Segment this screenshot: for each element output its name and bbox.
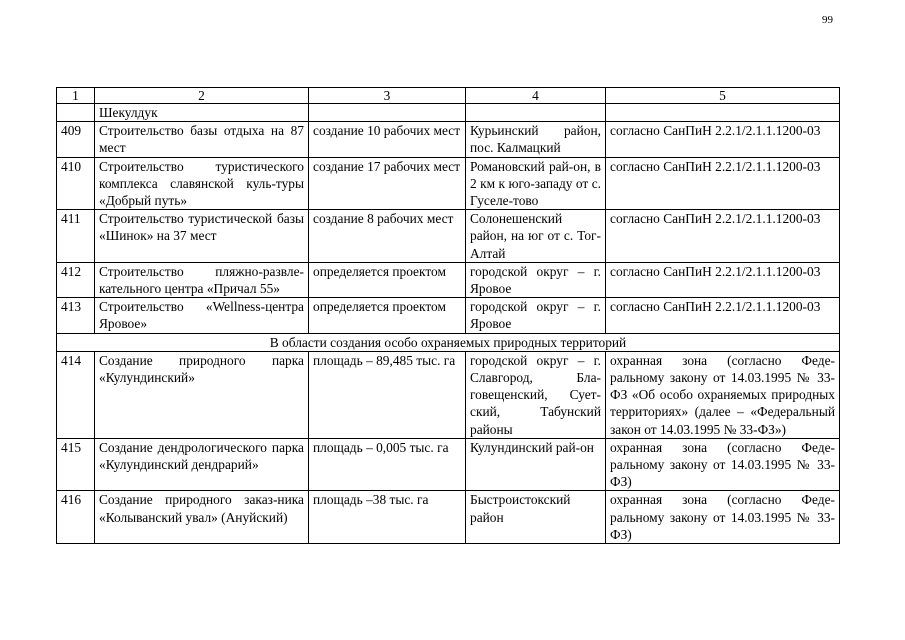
zone-cell: согласно СанПиН 2.2.1/2.1.1.1200-03 [606, 298, 840, 333]
table-row [57, 157, 840, 210]
object-name-cell: Шекулдук [95, 104, 309, 122]
parameters-cell: создание 17 рабочих мест [309, 157, 466, 210]
zone-cell: согласно СанПиН 2.2.1/2.1.1.1200-03 [606, 262, 840, 297]
row-number: 409 [57, 122, 95, 157]
location-cell [466, 104, 606, 122]
table-row [57, 262, 840, 297]
row-number: 410 [57, 157, 95, 210]
section-title: В области создания особо охраняемых природных территорий [57, 333, 840, 351]
table-row [57, 351, 840, 438]
object-name-cell: Создание дендрологического парка «Кулундинский дендрарий» [95, 438, 309, 491]
column-header: 3 [309, 88, 466, 104]
parameters-cell: площадь – 0,005 тыс. га [309, 438, 466, 491]
zone-cell: согласно СанПиН 2.2.1/2.1.1.1200-03 [606, 157, 840, 210]
parameters-cell: определяется проектом [309, 298, 466, 333]
location-cell: Быстроистокский район [466, 491, 606, 544]
location-cell: городской округ – г. Яровое [466, 262, 606, 297]
location-cell: городской округ – г. Яровое [466, 298, 606, 333]
zone-cell: охранная зона (согласно Феде-ральному закону от 14.03.1995 № 33-ФЗ) [606, 491, 840, 544]
section-row [57, 333, 840, 351]
row-number: 414 [57, 351, 95, 438]
parameters-cell: площадь – 89,485 тыс. га [309, 351, 466, 438]
object-name-cell: Строительство пляжно-развле-кательного центра «Причал 55» [95, 262, 309, 297]
column-header: 4 [466, 88, 606, 104]
row-number: 415 [57, 438, 95, 491]
object-name-cell: Создание природного парка «Кулундинский» [95, 351, 309, 438]
table-row [57, 491, 840, 544]
table-row [57, 438, 840, 491]
page-number: 99 [822, 14, 833, 26]
document-table [56, 87, 840, 544]
column-header: 1 [57, 88, 95, 104]
location-cell: Романовский рай-он, в 2 км к юго-западу от с. Гуселе-тово [466, 157, 606, 210]
object-name-cell: Строительство туристической базы «Шинок» на 37 мест [95, 210, 309, 263]
object-name-cell: Строительство «Wellness-центра Яровое» [95, 298, 309, 333]
parameters-cell [309, 104, 466, 122]
location-cell: Солонешенский район, на юг от с. Тог-Алтай [466, 210, 606, 263]
zone-cell: охранная зона (согласно Феде-ральному закону от 14.03.1995 № 33-ФЗ) [606, 438, 840, 491]
zone-cell: согласно СанПиН 2.2.1/2.1.1.1200-03 [606, 122, 840, 157]
table-row [57, 210, 840, 263]
row-number: 412 [57, 262, 95, 297]
column-header: 5 [606, 88, 840, 104]
zone-cell [606, 104, 840, 122]
location-cell: Кулундинский рай-он [466, 438, 606, 491]
object-name-cell: Строительство базы отдыха на 87 мест [95, 122, 309, 157]
table-row [57, 298, 840, 333]
row-number [57, 104, 95, 122]
location-cell: городской округ – г. Славгород, Бла-говещенский, Сует-ский, Табунский районы [466, 351, 606, 438]
table-row [57, 122, 840, 157]
zone-cell: согласно СанПиН 2.2.1/2.1.1.1200-03 [606, 210, 840, 263]
object-name-cell: Строительство туристического комплекса славянской куль-туры «Добрый путь» [95, 157, 309, 210]
object-name-cell: Создание природного заказ-ника «Колыванский увал» (Ануйский) [95, 491, 309, 544]
zone-cell: охранная зона (согласно Феде-ральному закону от 14.03.1995 № 33-ФЗ «Об особо охраняемых природных территориях» (далее – «Федеральный закон от 14.03.1995 № 33-ФЗ») [606, 351, 840, 438]
column-header: 2 [95, 88, 309, 104]
parameters-cell: создание 8 рабочих мест [309, 210, 466, 263]
parameters-cell: создание 10 рабочих мест [309, 122, 466, 157]
row-number: 413 [57, 298, 95, 333]
parameters-cell: определяется проектом [309, 262, 466, 297]
location-cell: Курьинский район, пос. Калмацкий [466, 122, 606, 157]
row-number: 416 [57, 491, 95, 544]
table-header-row [57, 88, 840, 104]
parameters-cell: площадь –38 тыс. га [309, 491, 466, 544]
table-row-continuation [57, 104, 840, 122]
row-number: 411 [57, 210, 95, 263]
